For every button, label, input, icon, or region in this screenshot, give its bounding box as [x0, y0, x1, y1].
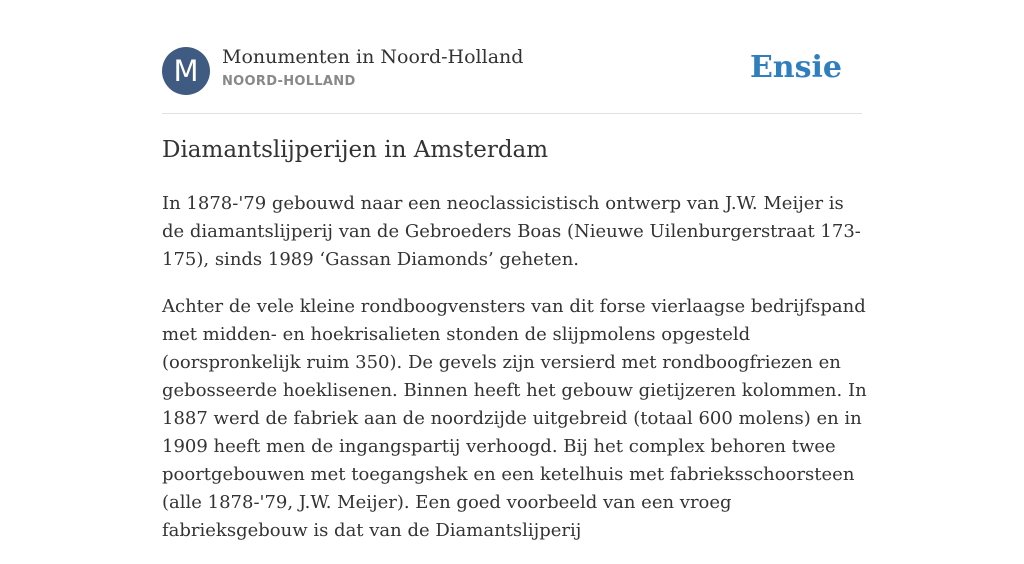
publication-region: NOORD-HOLLAND	[222, 74, 356, 89]
avatar[interactable]: M	[162, 47, 210, 95]
article-paragraph: In 1878-'79 gebouwd naar een neoclassicistisch ontwerp van J.W. Meijer is de diamantslijperij van de Gebroeders Boas (Nieuwe Uilenburgerstraat 173-175), sinds 1989 ‘Gassan Diamonds’ geheten.	[162, 193, 861, 270]
publication-name[interactable]: Monumenten in Noord-Holland	[222, 46, 524, 68]
article-paragraph: Achter de vele kleine rondboogvensters van dit forse vierlaagse bedrijfspand met midden- en hoekrisalieten stonden de slijpmolens opgesteld (oorspronkelijk ruim 350). De gevels zijn versierd met rondboogfriezen en gebosseerde hoeklisenen. Binnen heeft het gebouw gietijzeren kolommen. In 1887 werd de fabriek aan de noordzijde uitgebreid (totaal 600 molens) en in 1909 heeft men de ingangspartij verhoogd. Bij het complex behoren twee poortgebouwen met toegangshek en een ketelhuis met fabrieksschoorsteen (alle 1878-'79, J.W. Meijer). Een goed voorbeeld van een vroeg fabrieksgebouw is dat van de Diamantslijperij	[162, 296, 867, 541]
article-title: Diamantslijperijen in Amsterdam	[162, 137, 549, 163]
article-body	[162, 190, 867, 564]
header-divider	[162, 113, 862, 114]
ensie-logo[interactable]: Ensie	[749, 50, 842, 85]
publication-header	[162, 46, 862, 96]
